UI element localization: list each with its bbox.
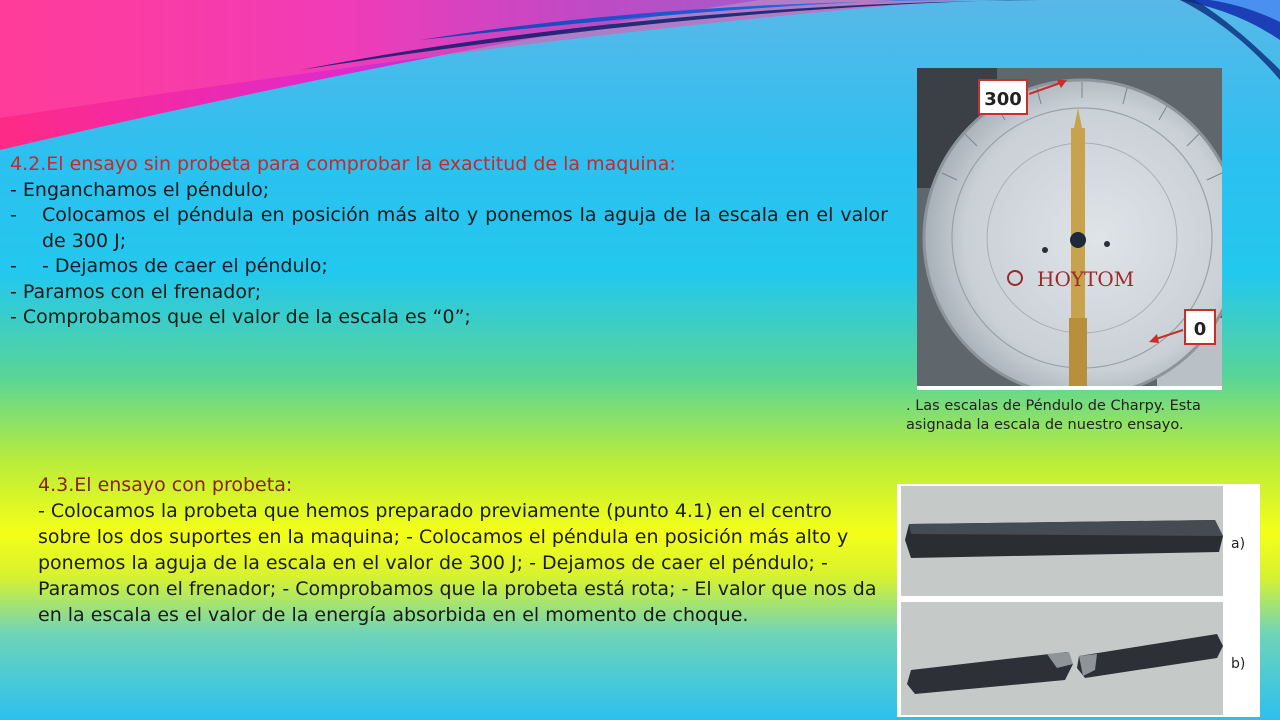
step-dejar-caer: - Dejamos de caer el péndulo; bbox=[42, 255, 328, 277]
section-4-3-body: - Colocamos la probeta que hemos preparado previamente (punto 4.1) en el centro sobre los dos suportes en la maquina; - Colocamos el péndula en posición más alto y ponemos la aguja de la escala en el valor de 300 J; - Dejamos de caer el péndulo; - Paramos con el frenador; - Comprobamos que la probeta está rota; - El valor que nos da en la escala es el valor de la energía absorbida en el momento de choque. bbox=[38, 500, 877, 626]
label-300: 300 bbox=[984, 89, 1022, 110]
section-4-3-heading: 4.3.El ensayo con probeta: bbox=[38, 474, 293, 496]
pendulum-dial-photo bbox=[917, 68, 1222, 390]
step-comprobar-cero: - Comprobamos que el valor de la escala es “0”; bbox=[10, 306, 471, 328]
list-marker: - bbox=[10, 204, 17, 226]
section-4-2-heading: 4.2.El ensayo sin probeta para comprobar la exactitud de la maquina: bbox=[10, 153, 676, 175]
label-b: b) bbox=[1231, 656, 1246, 672]
list-item bbox=[10, 254, 888, 280]
list-marker: - bbox=[10, 255, 17, 277]
step-colocar-pendula: Colocamos el péndula en posición más alto y ponemos la aguja de la escala en el valor de 300 J; bbox=[42, 204, 888, 252]
specimen-bars-photo bbox=[897, 484, 1260, 717]
label-a: a) bbox=[1231, 536, 1246, 552]
label-0: 0 bbox=[1193, 319, 1207, 340]
section-4-2 bbox=[10, 152, 888, 331]
step-enganchar: - Enganchamos el péndulo; bbox=[10, 178, 270, 201]
step-frenador: - Paramos con el frenador; bbox=[10, 280, 262, 303]
dial-caption: . Las escalas de Péndulo de Charpy. Esta asignada la escala de nuestro ensayo. bbox=[906, 398, 1201, 433]
dial-brand-logo: HOYTOM bbox=[1037, 267, 1135, 291]
section-4-3 bbox=[38, 472, 888, 628]
list-item bbox=[10, 203, 888, 254]
